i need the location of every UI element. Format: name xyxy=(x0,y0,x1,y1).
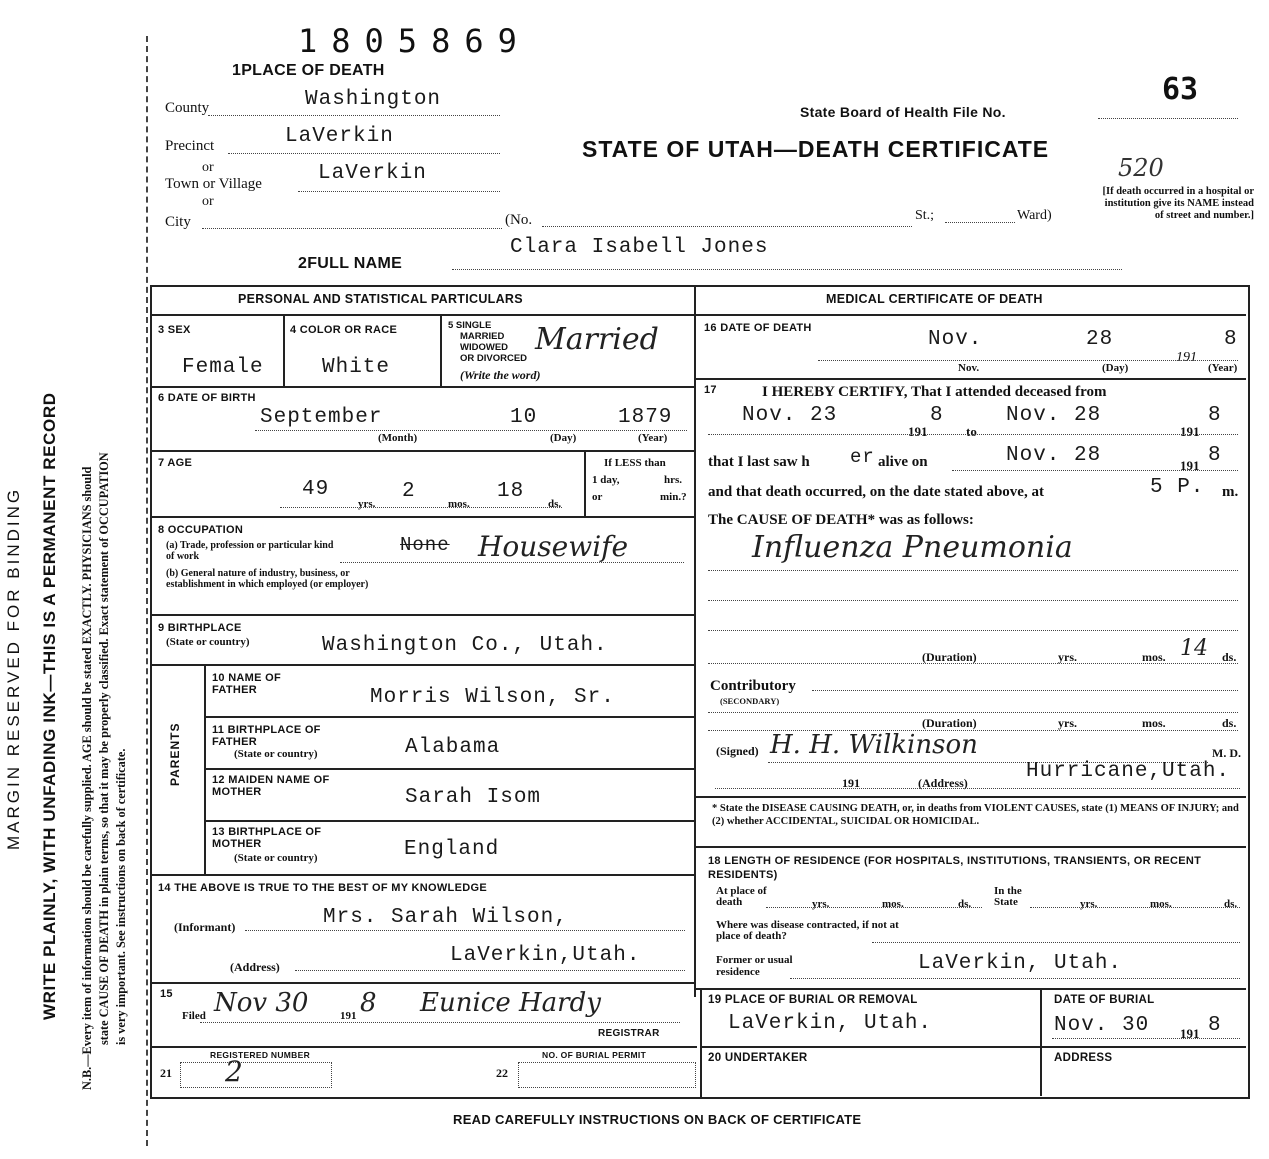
duration-mos-1: mos. xyxy=(1142,650,1166,664)
left-row-line-9 xyxy=(152,1046,697,1048)
contributory-line-2 xyxy=(708,712,1238,713)
age-mos-caption: mos. xyxy=(448,498,470,510)
death-occurred-text: and that death occurred, on the date stated above, at xyxy=(708,484,1044,500)
margin-binding-text: MARGIN RESERVED FOR BINDING xyxy=(4,486,23,850)
cause-line-3 xyxy=(708,630,1238,631)
sign-191: 191 xyxy=(842,776,860,790)
county-value: Washington xyxy=(305,88,442,111)
residence-label: 18 LENGTH OF RESIDENCE (FOR HOSPITALS, INSTITUTIONS, TRANSIENTS, OR RECENT RESIDENTS) xyxy=(708,855,1202,881)
dod-label: 16 DATE OF DEATH xyxy=(704,322,812,334)
margin-nb-line1: N.B.—Every item of information should be carefully supplied. AGE should be stated EXACTLY. PHYSICIANS should xyxy=(80,466,94,1090)
father-birthplace-sub: (State or country) xyxy=(234,748,318,760)
mother-name-label: 12 MAIDEN NAME OF MOTHER xyxy=(212,774,330,798)
left-row-line-2 xyxy=(152,386,694,388)
physician-signature: H. H. Wilkinson xyxy=(770,730,978,760)
filed-date: Nov 30 xyxy=(214,988,309,1018)
precinct-label: Precinct xyxy=(165,138,215,154)
informant-line xyxy=(245,930,685,931)
true-statement-label: 14 THE ABOVE IS TRUE TO THE BEST OF MY KNOWLEDGE xyxy=(158,882,487,894)
dob-month: September xyxy=(260,406,383,429)
town-line xyxy=(298,191,500,192)
burial-place-value: LaVerkin, Utah. xyxy=(728,1012,933,1035)
father-name-label: 10 NAME OF FATHER xyxy=(212,672,282,696)
father-birthplace-value: Alabama xyxy=(405,736,501,759)
burial-divider xyxy=(1040,990,1042,1046)
cause-line-2 xyxy=(708,600,1238,601)
parents-row-line-3 xyxy=(206,820,694,822)
left-row-line-4 xyxy=(152,516,694,518)
former-residence-line xyxy=(790,978,1240,979)
margin-border xyxy=(146,36,148,1146)
last-saw-er: er xyxy=(850,446,875,468)
margin-nb-line2: state CAUSE OF DEATH in plain terms, so that it may be properly classified. Exact statement of OCCUPATION xyxy=(97,452,111,1045)
sex-value: Female xyxy=(182,356,264,379)
right-row-line-5 xyxy=(696,988,1246,990)
dod-month: Nov. xyxy=(928,328,983,351)
informant-address-line xyxy=(295,970,685,971)
left-row-line-5 xyxy=(152,614,694,616)
color-value: White xyxy=(322,356,391,379)
right-row-line-6 xyxy=(700,1046,1246,1048)
in-state-yrs: yrs. xyxy=(1080,898,1098,910)
last-saw-line xyxy=(952,470,1238,471)
last-saw-191: 191 xyxy=(1180,458,1200,473)
min-label: min.? xyxy=(660,491,687,503)
cause-footnote: * State the DISEASE CAUSING DEATH, or, in deaths from VIOLENT CAUSES, state (1) MEANS OF INJURY; and (2) whether ACCIDENTAL, SUICIDAL OR HOMICIDAL. xyxy=(712,803,1239,827)
cause-line-1 xyxy=(708,570,1238,571)
at-place-yrs: yrs. xyxy=(812,898,830,910)
at-place-label: At place of death xyxy=(716,885,767,908)
death-time: 5 P. xyxy=(1150,476,1205,499)
mother-birthplace-value: England xyxy=(404,838,500,861)
age-label: 7 AGE xyxy=(158,457,193,469)
registered-number-value: 2 xyxy=(225,1055,243,1088)
burial-permit-box xyxy=(518,1062,696,1088)
left-row-line-6 xyxy=(152,664,694,666)
contracted-label: Where was disease contracted, if not at place of death? xyxy=(716,919,899,942)
marital-options xyxy=(448,320,527,364)
center-divider xyxy=(694,285,696,997)
serial-number: 1805869 xyxy=(298,22,531,60)
file-number-label: State Board of Health File No. xyxy=(800,104,1006,120)
color-divider xyxy=(440,316,442,388)
precinct-line xyxy=(228,153,500,154)
marital-option-divorced: OR DIVORCED xyxy=(460,353,528,364)
burial-191: 191 xyxy=(1180,1026,1200,1041)
signed-label: (Signed) xyxy=(716,744,759,758)
ward-line xyxy=(945,222,1015,223)
footer-instructions: READ CAREFULLY INSTRUCTIONS ON BACK OF CERTIFICATE xyxy=(453,1112,862,1127)
marital-option-single: 5 SINGLE xyxy=(448,320,492,331)
duration-label-2: (Duration) xyxy=(922,716,977,730)
former-residence-label: Former or usual residence xyxy=(716,954,793,978)
parents-row-line-2 xyxy=(206,768,694,770)
registrar-label: REGISTRAR xyxy=(598,1028,660,1039)
in-state-line xyxy=(1030,907,1240,908)
sex-label: 3 SEX xyxy=(158,324,191,336)
precinct-value: LaVerkin xyxy=(285,125,394,148)
dod-day: 28 xyxy=(1086,328,1114,351)
undertaker-divider xyxy=(1040,1046,1042,1096)
mother-birthplace-sub: (State or country) xyxy=(234,852,318,864)
burial-place-label: 19 PLACE OF BURIAL OR REMOVAL xyxy=(708,994,918,1006)
sign-address-label: (Address) xyxy=(918,776,968,790)
or-min-label: or xyxy=(592,491,603,503)
birthplace-label: 9 BIRTHPLACE xyxy=(158,622,242,634)
dob-year: 1879 xyxy=(618,406,673,429)
burial-date-label: DATE OF BURIAL xyxy=(1054,994,1155,1006)
place-of-death-label: 1PLACE OF DEATH xyxy=(232,62,385,79)
personal-section-title: PERSONAL AND STATISTICAL PARTICULARS xyxy=(238,292,523,306)
or-label-1: or xyxy=(202,160,214,175)
marital-option-widowed: WIDOWED xyxy=(460,342,509,353)
parents-divider xyxy=(204,666,206,874)
in-state-ds: ds. xyxy=(1224,898,1238,910)
town-value: LaVerkin xyxy=(318,162,427,185)
filed-number: 15 xyxy=(160,988,173,1000)
alive-on-label: alive on xyxy=(878,454,928,470)
occupation-value: Housewife xyxy=(478,530,629,563)
dod-191: 191 xyxy=(1176,350,1197,365)
at-place-mos: mos. xyxy=(882,898,904,910)
filed-year: 8 xyxy=(360,988,377,1018)
burial-permit-label: NO. OF BURIAL PERMIT xyxy=(542,1050,647,1060)
age-ds-caption: ds. xyxy=(548,498,562,510)
full-name-value: Clara Isabell Jones xyxy=(510,236,769,259)
secondary-label: (SECONDARY) xyxy=(720,696,780,706)
filed-label: Filed xyxy=(182,1010,206,1022)
duration-ds-1: ds. xyxy=(1222,650,1237,664)
attended-to: Nov. 28 xyxy=(1006,404,1102,427)
contributory-label: Contributory xyxy=(710,678,796,694)
attended-to-191: 191 xyxy=(1180,424,1200,439)
no-line xyxy=(542,226,912,227)
occupation-label: 8 OCCUPATION xyxy=(158,524,244,536)
age-years: 49 xyxy=(302,478,330,501)
marital-write-word: (Write the word) xyxy=(460,368,541,382)
duration-ds-2: ds. xyxy=(1222,716,1237,730)
dod-line xyxy=(818,360,1238,361)
occupation-a: (a) Trade, profession or particular kind of work xyxy=(166,540,334,562)
right-row-line-2 xyxy=(696,378,1246,380)
last-saw-year: 8 xyxy=(1208,444,1222,467)
certify-text: I HEREBY CERTIFY, That I attended deceased from xyxy=(762,384,1107,400)
contracted-line xyxy=(872,942,1240,943)
undertaker-address-label: ADDRESS xyxy=(1054,1052,1113,1064)
attended-to-year: 8 xyxy=(1208,404,1222,427)
dob-day: 10 xyxy=(510,406,538,429)
last-saw-date: Nov. 28 xyxy=(1006,444,1102,467)
filed-191: 191 xyxy=(340,1010,357,1022)
cause-value: Influenza Pneumonia xyxy=(752,530,1073,565)
hrs-label: hrs. xyxy=(664,474,683,486)
attended-from-year: 8 xyxy=(930,404,944,427)
at-place-line xyxy=(766,907,982,908)
cause-label: The CAUSE OF DEATH* was as follows: xyxy=(708,512,974,528)
at-place-ds: ds. xyxy=(958,898,972,910)
burial-date-line xyxy=(1052,1038,1240,1039)
mother-name-value: Sarah Isom xyxy=(405,786,542,809)
margin-nb-line3: is very important. See instructions on back of certificate. xyxy=(114,748,128,1045)
registrar-signature: Eunice Hardy xyxy=(420,988,601,1018)
sign-address-line xyxy=(715,788,1240,789)
mother-birthplace-label: 13 BIRTHPLACE OF MOTHER xyxy=(212,826,322,850)
right-row-line-3 xyxy=(696,796,1246,798)
county-line xyxy=(208,115,500,116)
death-time-m: m. xyxy=(1222,484,1239,500)
file-number: 63 xyxy=(1162,72,1199,107)
age-months: 2 xyxy=(402,480,416,503)
dob-day-caption: (Day) xyxy=(550,432,577,444)
duration-days: 14 xyxy=(1180,636,1208,661)
dod-year-caption: (Year) xyxy=(1208,362,1238,374)
informant-value: Mrs. Sarah Wilson, xyxy=(323,906,568,929)
certify-number: 17 xyxy=(704,384,717,396)
duration-line-1 xyxy=(708,663,1238,664)
dob-month-caption: (Month) xyxy=(378,432,418,444)
age-days: 18 xyxy=(497,480,525,503)
dod-year: 8 xyxy=(1224,328,1238,351)
or-label-2: or xyxy=(202,194,214,209)
sex-divider xyxy=(283,316,285,388)
undertaker-label: 20 UNDERTAKER xyxy=(708,1052,808,1064)
city-line xyxy=(202,228,502,229)
to-label: to xyxy=(966,424,977,439)
filed-line xyxy=(200,1022,680,1023)
dod-day-caption: (Day) xyxy=(1102,362,1129,374)
registered-number-box xyxy=(180,1062,332,1088)
father-name-value: Morris Wilson, Sr. xyxy=(370,686,615,709)
full-name-line xyxy=(452,269,1122,270)
duration-mos-2: mos. xyxy=(1142,716,1166,730)
father-birthplace-label: 11 BIRTHPLACE OF FATHER xyxy=(212,724,321,748)
county-label: County xyxy=(165,100,210,116)
age-line xyxy=(280,507,562,508)
former-residence-value: LaVerkin, Utah. xyxy=(918,952,1123,975)
last-saw-label: that I last saw h xyxy=(708,454,810,470)
parents-label: PARENTS xyxy=(168,722,182,786)
age-divider xyxy=(584,452,586,516)
burial-permit-field: 22 xyxy=(496,1066,508,1080)
if-less-than: If LESS than xyxy=(604,457,666,469)
dob-label: 6 DATE OF BIRTH xyxy=(158,392,256,404)
physician-address: Hurricane,Utah. xyxy=(1026,760,1231,783)
parents-row-line-1 xyxy=(206,716,694,718)
duration-yrs-1: yrs. xyxy=(1058,650,1077,664)
color-label: 4 COLOR OR RACE xyxy=(290,324,398,336)
in-state-mos: mos. xyxy=(1150,898,1172,910)
contributory-line xyxy=(812,690,1238,691)
ward-label: Ward) xyxy=(1017,208,1052,223)
attended-line xyxy=(708,434,1238,435)
registered-number-label: REGISTERED NUMBER xyxy=(210,1050,311,1060)
right-row-line-4 xyxy=(696,846,1246,848)
occupation-b: (b) General nature of industry, business, or establishment in which employed (or employer) xyxy=(166,568,369,590)
left-row-line-3 xyxy=(152,450,694,452)
medical-section-title: MEDICAL CERTIFICATE OF DEATH xyxy=(826,292,1043,306)
margin-ink-text: WRITE PLAINLY, WITH UNFADING INK—THIS IS A PERMANENT RECORD xyxy=(40,392,59,1020)
one-day-label: 1 day, xyxy=(592,474,620,486)
duration-label-1: (Duration) xyxy=(922,650,977,664)
file-number-line xyxy=(1098,118,1238,119)
marital-value: Married xyxy=(535,322,659,357)
left-row-line-1 xyxy=(152,314,694,316)
attended-from-191: 191 xyxy=(908,424,928,439)
informant-address-label: (Address) xyxy=(230,960,280,974)
dob-line xyxy=(255,430,687,431)
left-row-line-7 xyxy=(152,874,694,876)
town-label: Town or Village xyxy=(165,176,262,192)
md-label: M. D. xyxy=(1212,746,1241,760)
dod-month-caption: Nov. xyxy=(958,362,980,374)
attended-from: Nov. 23 xyxy=(742,404,838,427)
birthplace-value: Washington Co., Utah. xyxy=(322,634,608,657)
occupation-line xyxy=(340,562,684,563)
center-divider-lower xyxy=(700,990,702,1097)
no-label: (No. xyxy=(505,212,533,228)
left-row-line-8 xyxy=(152,982,694,984)
right-row-line-1 xyxy=(696,314,1246,316)
registered-number-field: 21 xyxy=(160,1066,172,1080)
age-yrs-caption: yrs. xyxy=(358,498,376,510)
burial-year: 8 xyxy=(1208,1014,1222,1037)
occupation-struck: None xyxy=(400,534,450,556)
hospital-note: [If death occurred in a hospital or institution give its NAME instead of street and number.] xyxy=(1102,186,1254,221)
st-label: St.; xyxy=(915,208,935,223)
birthplace-sub: (State or country) xyxy=(166,636,250,648)
informant-address-value: LaVerkin,Utah. xyxy=(450,944,641,967)
dob-year-caption: (Year) xyxy=(638,432,668,444)
duration-yrs-2: yrs. xyxy=(1058,716,1077,730)
informant-label: (Informant) xyxy=(174,920,236,934)
certificate-title: STATE OF UTAH—DEATH CERTIFICATE xyxy=(582,136,1050,162)
city-label: City xyxy=(165,214,191,230)
in-state-label: In the State xyxy=(994,885,1022,908)
marital-option-married: MARRIED xyxy=(460,331,505,342)
file-number-handwritten: 520 xyxy=(1118,154,1164,182)
burial-date-value: Nov. 30 xyxy=(1054,1014,1150,1037)
full-name-label: 2FULL NAME xyxy=(298,255,403,272)
